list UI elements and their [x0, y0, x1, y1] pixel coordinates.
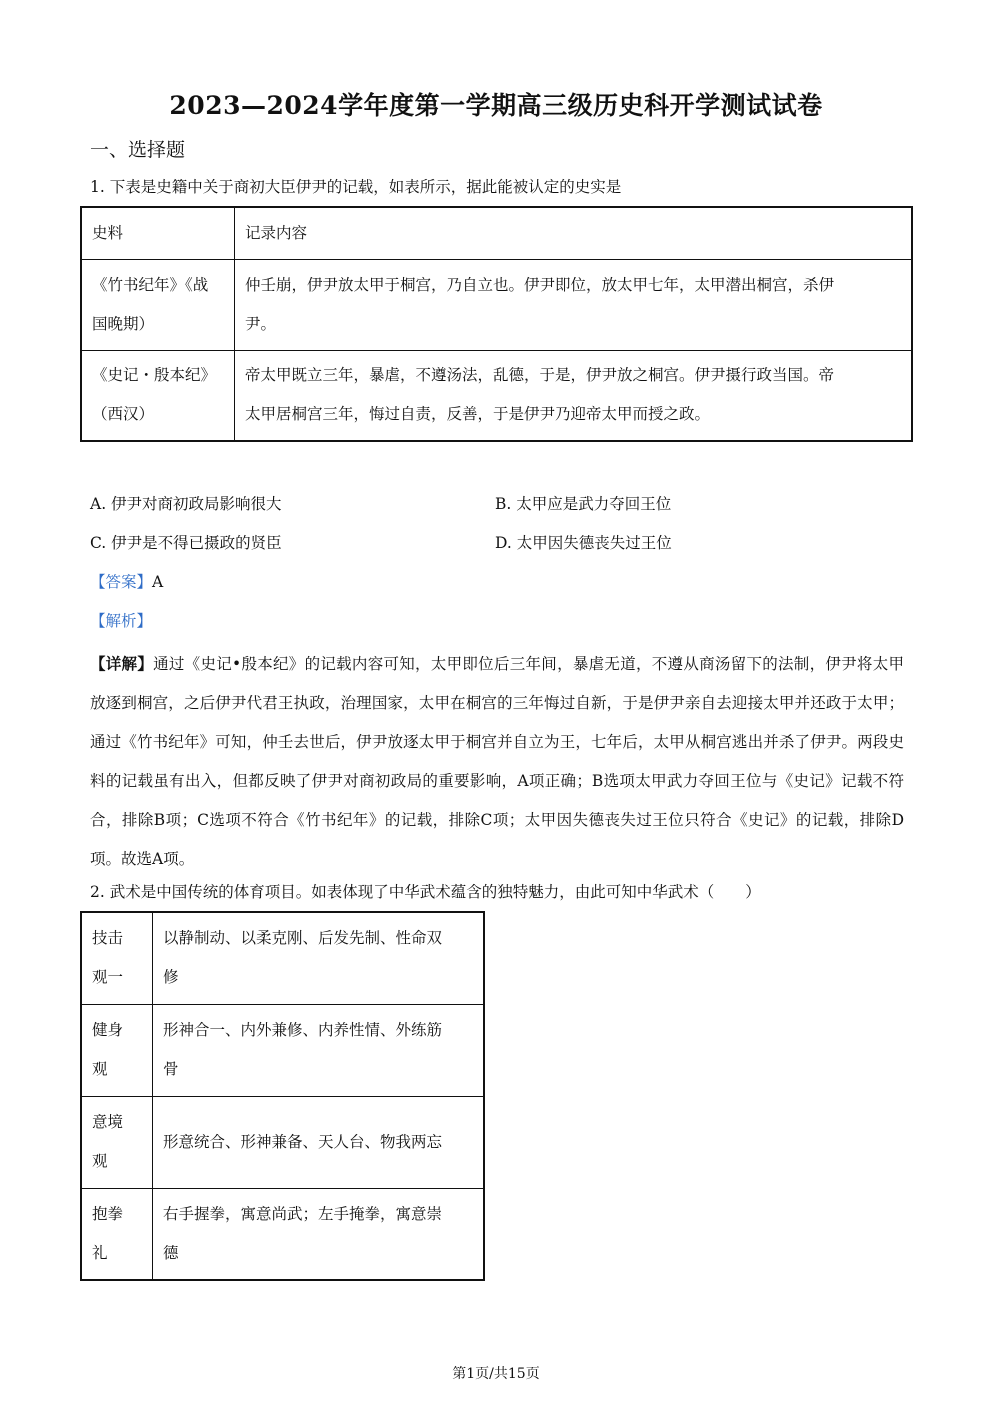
table-header: 史料 — [81, 207, 235, 259]
option-d: D. 太甲因失德丧失过王位 — [495, 534, 672, 552]
question-2-stem: 2. 武术是中国传统的体育项目。如表体现了中华武术蕴含的独特魅力，由此可知中华武术（ ） — [90, 883, 761, 901]
table-cell-value: 形意统合、形神兼备、天人台、物我两忘 — [153, 1096, 485, 1188]
analysis-label: 【解析】 — [90, 612, 153, 630]
table-header: 记录内容 — [235, 207, 913, 259]
answer-value: A — [152, 573, 164, 591]
section-heading: 一、选择题 — [90, 139, 186, 161]
detail-paragraph — [90, 644, 904, 879]
page-title: 2023—2024学年度第一学期高三级历史科开学测试试卷 — [169, 91, 823, 120]
question-2-table — [80, 911, 485, 1281]
answer-label: 【答案】 — [90, 573, 153, 591]
table-cell-content: 仲壬崩，伊尹放太甲于桐宫，乃自立也。伊尹即位，放太甲七年，太甲潜出桐宫，杀伊 尹。 — [235, 259, 913, 350]
table-cell-value: 以静制动、以柔克刚、后发先制、性命双 修 — [153, 912, 485, 1004]
table-cell-key: 意境 观 — [81, 1096, 153, 1188]
table-cell-key: 技击 观一 — [81, 912, 153, 1004]
table-cell-source: 《竹书纪年》《战 国晚期） — [81, 259, 235, 350]
option-a: A. 伊尹对商初政局影响很大 — [90, 495, 282, 513]
detail-label: 【详解】 — [90, 654, 154, 673]
question-1-table — [80, 206, 913, 442]
page-number: 第1页/共15页 — [452, 1366, 540, 1382]
table-cell-source: 《史记・殷本纪》 （西汉） — [81, 350, 235, 441]
option-c: C. 伊尹是不得已摄政的贤臣 — [90, 534, 282, 552]
table-cell-key: 健身 观 — [81, 1004, 153, 1096]
table-cell-content: 帝太甲既立三年，暴虐，不遵汤法，乱德，于是，伊尹放之桐宫。伊尹摄行政当国。帝 太甲居桐宫三年，悔过自责，反善，于是伊尹乃迎帝太甲而授之政。 — [235, 350, 913, 441]
table-cell-value: 右手握拳，寓意尚武；左手掩拳，寓意崇 德 — [153, 1188, 485, 1280]
detail-text: 通过《史记•殷本纪》的记载内容可知，太甲即位后三年间，暴虐无道，不遵从商汤留下的法制，伊尹将太甲放逐到桐宫，之后伊尹代君王执政，治理国家，太甲在桐宫的三年悔过自新，于是伊尹亲自去迎接太甲并还政于太甲；通过《竹书纪年》可知，仲壬去世后，伊尹放逐太甲于桐宫并自立为王，七年后，太甲从桐宫逃出并杀了伊尹。两段史料的记载虽有出入，但都反映了伊尹对商初政局的重要影响，A项正确；B选项太甲武力夺回王位与《史记》记载不符合，排除B项；C选项不符合《竹书纪年》的记载，排除C项；太甲因失德丧失过王位只符合《史记》的记载，排除D项。故选A项。 — [90, 655, 904, 868]
table-cell-value: 形神合一、内外兼修、内养性情、外练筋 骨 — [153, 1004, 485, 1096]
table-cell-key: 抱拳 礼 — [81, 1188, 153, 1280]
question-1-stem: 1. 下表是史籍中关于商初大臣伊尹的记载，如表所示，据此能被认定的史实是 — [90, 178, 622, 196]
option-b: B. 太甲应是武力夺回王位 — [495, 495, 672, 513]
answer-line — [90, 570, 163, 592]
